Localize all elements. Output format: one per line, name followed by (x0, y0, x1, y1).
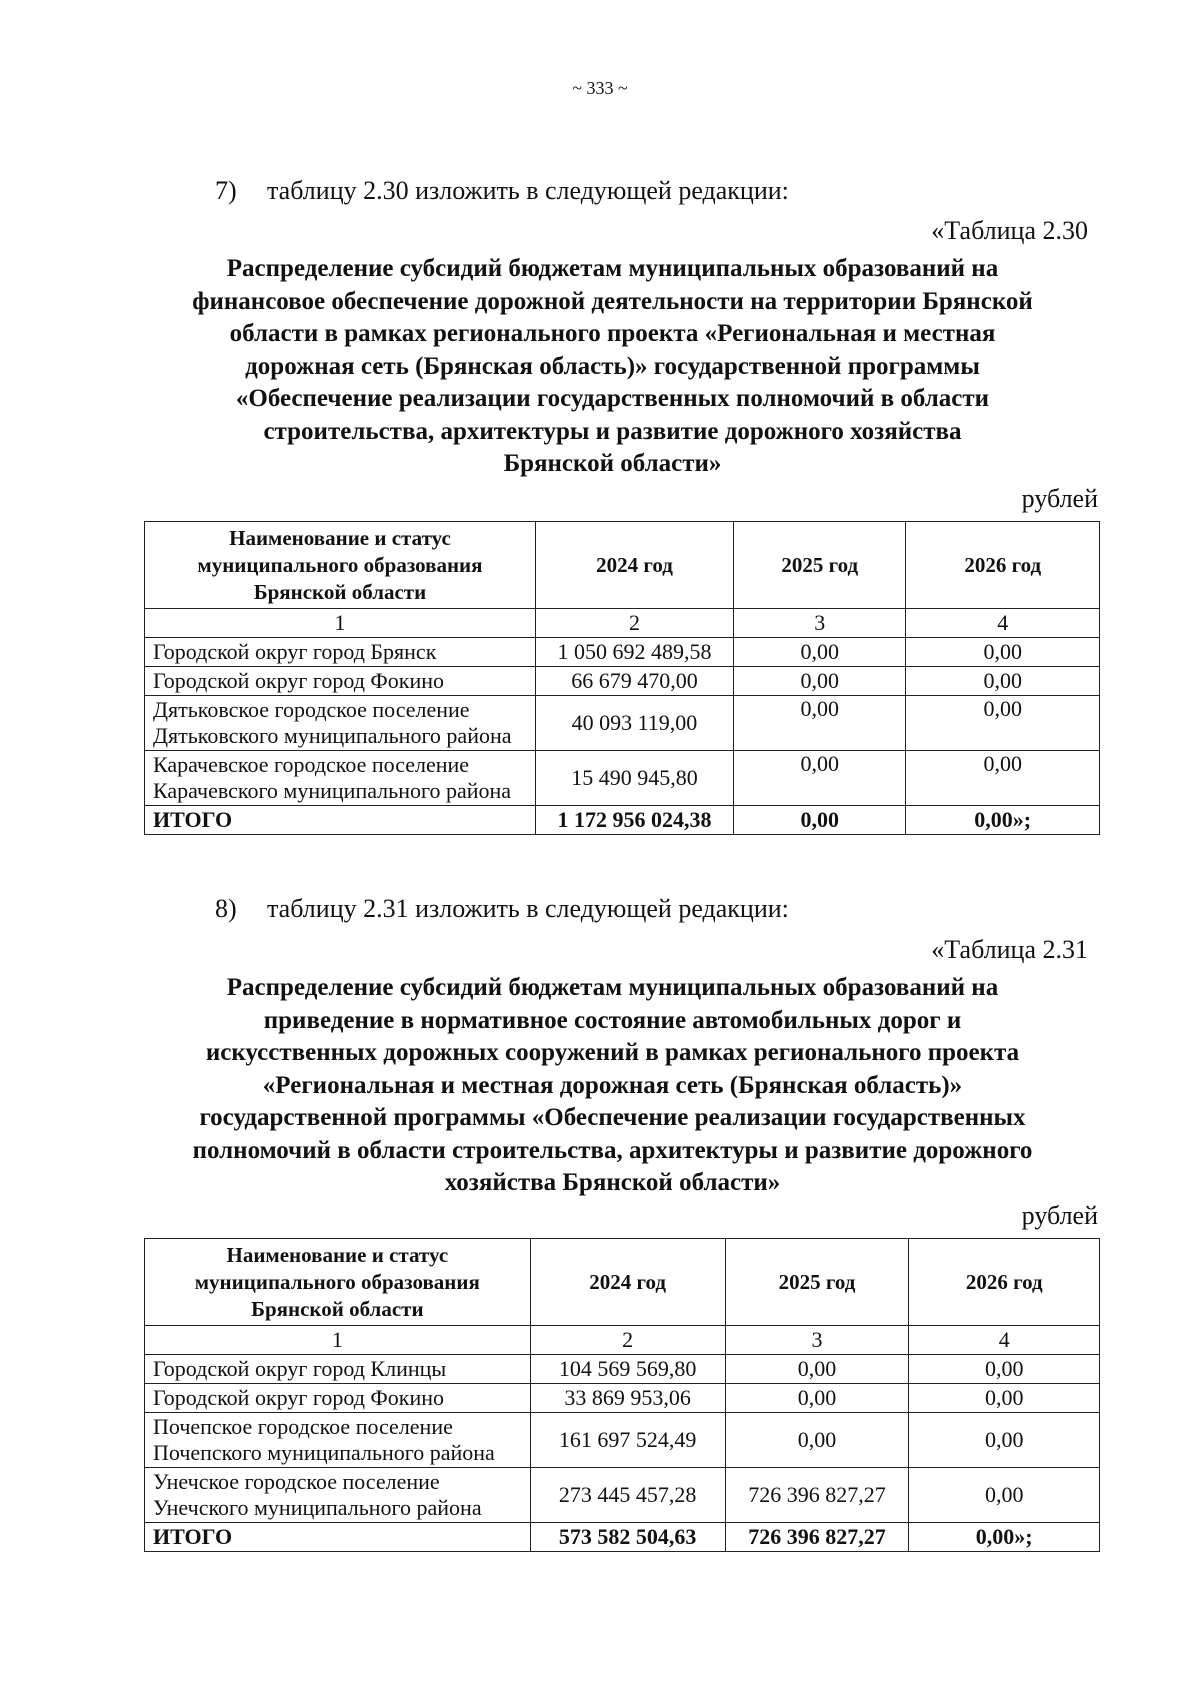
header-2026: 2026 год (909, 1239, 1100, 1326)
title-line: «Региональная и местная дорожная сеть (Брянская область)» (262, 1071, 963, 1099)
table-row (145, 1413, 1100, 1468)
table-2-31-reference: «Таблица 2.31 (931, 935, 1088, 964)
total-2026: 0,00»; (909, 1523, 1100, 1552)
col-number: 3 (725, 1326, 909, 1355)
title-line: Распределение субсидий бюджетам муниципальных образований на (226, 974, 999, 1001)
title-line: Распределение субсидий бюджетам муниципальных образований на (226, 255, 999, 282)
title-line: строительства, архитектуры и развитие дорожного хозяйства (263, 417, 962, 445)
table-2-31 (144, 1238, 1100, 1552)
table-row (145, 1468, 1100, 1523)
col-number: 1 (145, 609, 536, 638)
total-label: ИТОГО (145, 1523, 531, 1552)
item-7-instruction (215, 176, 789, 206)
row-value-2024: 66 679 470,00 (535, 667, 733, 696)
row-value-2025: 0,00 (733, 751, 905, 806)
title-line: полномочий в области строительства, архитектуры и развитие дорожного (192, 1136, 1033, 1164)
title-line: области в рамках регионального проекта «Региональная и местная (229, 320, 996, 347)
table-2-30 (144, 521, 1100, 835)
title-line: «Обеспечение реализации государственных полномочий в области (235, 385, 990, 412)
row-value-2026: 0,00 (906, 667, 1100, 696)
table-row (145, 696, 1100, 751)
row-name: Унечское городское поселение Унечского муниципального района (145, 1468, 531, 1523)
table-row (145, 1384, 1100, 1413)
title-line: государственной программы «Обеспечение реализации государственных (199, 1104, 1026, 1131)
total-2024: 573 582 504,63 (530, 1523, 725, 1552)
row-value-2025: 0,00 (725, 1413, 909, 1468)
total-2024: 1 172 956 024,38 (535, 806, 733, 835)
header-2025: 2025 год (733, 522, 905, 609)
row-name: Городской округ город Клинцы (145, 1355, 531, 1384)
table-row (145, 667, 1100, 696)
row-name: Дятьковское городское поселение Дятьковского муниципального района (145, 696, 536, 751)
item-number: 8) (215, 894, 237, 923)
item-number: 7) (215, 176, 237, 205)
row-value-2025: 0,00 (733, 667, 905, 696)
item-text: таблицу 2.31 изложить в следующей редакции: (267, 894, 789, 923)
row-value-2024: 33 869 953,06 (530, 1384, 725, 1413)
col-number: 2 (530, 1326, 725, 1355)
units-label: рублей (1021, 1201, 1098, 1230)
units-label: рублей (1021, 484, 1098, 513)
row-value-2024: 1 050 692 489,58 (535, 638, 733, 667)
title-line: искусственных дорожных сооружений в рамках регионального проекта (205, 1039, 1020, 1066)
col-number: 2 (535, 609, 733, 638)
table-header-row (145, 522, 1100, 609)
row-value-2026: 0,00 (906, 696, 1100, 751)
row-value-2026: 0,00 (909, 1413, 1100, 1468)
title-line: дорожная сеть (Брянская область)» государственной программы (245, 352, 980, 380)
row-value-2024: 273 445 457,28 (530, 1468, 725, 1523)
row-value-2025: 0,00 (725, 1355, 909, 1384)
table-2-31-title (140, 972, 1085, 1200)
row-value-2026: 0,00 (906, 638, 1100, 667)
col-number: 1 (145, 1326, 531, 1355)
table-row (145, 638, 1100, 667)
row-value-2025: 0,00 (733, 638, 905, 667)
column-number-row (145, 609, 1100, 638)
page-number: ~ 333 ~ (572, 78, 628, 98)
header-name: Наименование и статус муниципального образования Брянской области (145, 1239, 531, 1326)
item-8-instruction (215, 894, 789, 924)
title-line: хозяйства Брянской области» (444, 1169, 781, 1196)
row-value-2025: 0,00 (725, 1384, 909, 1413)
table-2-30-reference: «Таблица 2.30 (931, 216, 1088, 245)
column-number-row (145, 1326, 1100, 1355)
row-name: Карачевское городское поселение Карачевского муниципального района (145, 751, 536, 806)
row-value-2026: 0,00 (909, 1355, 1100, 1384)
row-value-2024: 104 569 569,80 (530, 1355, 725, 1384)
row-value-2024: 161 697 524,49 (530, 1413, 725, 1468)
row-value-2026: 0,00 (906, 751, 1100, 806)
col-number: 3 (733, 609, 905, 638)
table-row (145, 1355, 1100, 1384)
row-value-2024: 40 093 119,00 (535, 696, 733, 751)
total-2025: 0,00 (733, 806, 905, 835)
row-name: Городской округ город Брянск (145, 638, 536, 667)
header-2024: 2024 год (535, 522, 733, 609)
table-total-row (145, 1523, 1100, 1552)
row-name: Почепское городское поселение Почепского муниципального района (145, 1413, 531, 1468)
header-name: Наименование и статус муниципального образования Брянской области (145, 522, 536, 609)
title-line: финансовое обеспечение дорожной деятельности на территории Брянской (192, 287, 1033, 315)
row-value-2025: 726 396 827,27 (725, 1468, 909, 1523)
total-2026: 0,00»; (906, 806, 1100, 835)
col-number: 4 (909, 1326, 1100, 1355)
row-value-2026: 0,00 (909, 1468, 1100, 1523)
total-label: ИТОГО (145, 806, 536, 835)
header-2026: 2026 год (906, 522, 1100, 609)
item-text: таблицу 2.30 изложить в следующей редакции: (267, 176, 789, 205)
total-2025: 726 396 827,27 (725, 1523, 909, 1552)
title-line: Брянской области» (503, 450, 722, 477)
title-line: приведение в нормативное состояние автомобильных дорог и (263, 1006, 962, 1034)
row-value-2026: 0,00 (909, 1384, 1100, 1413)
header-2025: 2025 год (725, 1239, 909, 1326)
col-number: 4 (906, 609, 1100, 638)
row-name: Городской округ город Фокино (145, 667, 536, 696)
row-value-2025: 0,00 (733, 696, 905, 751)
table-total-row (145, 806, 1100, 835)
table-header-row (145, 1239, 1100, 1326)
row-name: Городской округ город Фокино (145, 1384, 531, 1413)
table-row (145, 751, 1100, 806)
row-value-2024: 15 490 945,80 (535, 751, 733, 806)
table-2-30-title (140, 253, 1085, 481)
header-2024: 2024 год (530, 1239, 725, 1326)
